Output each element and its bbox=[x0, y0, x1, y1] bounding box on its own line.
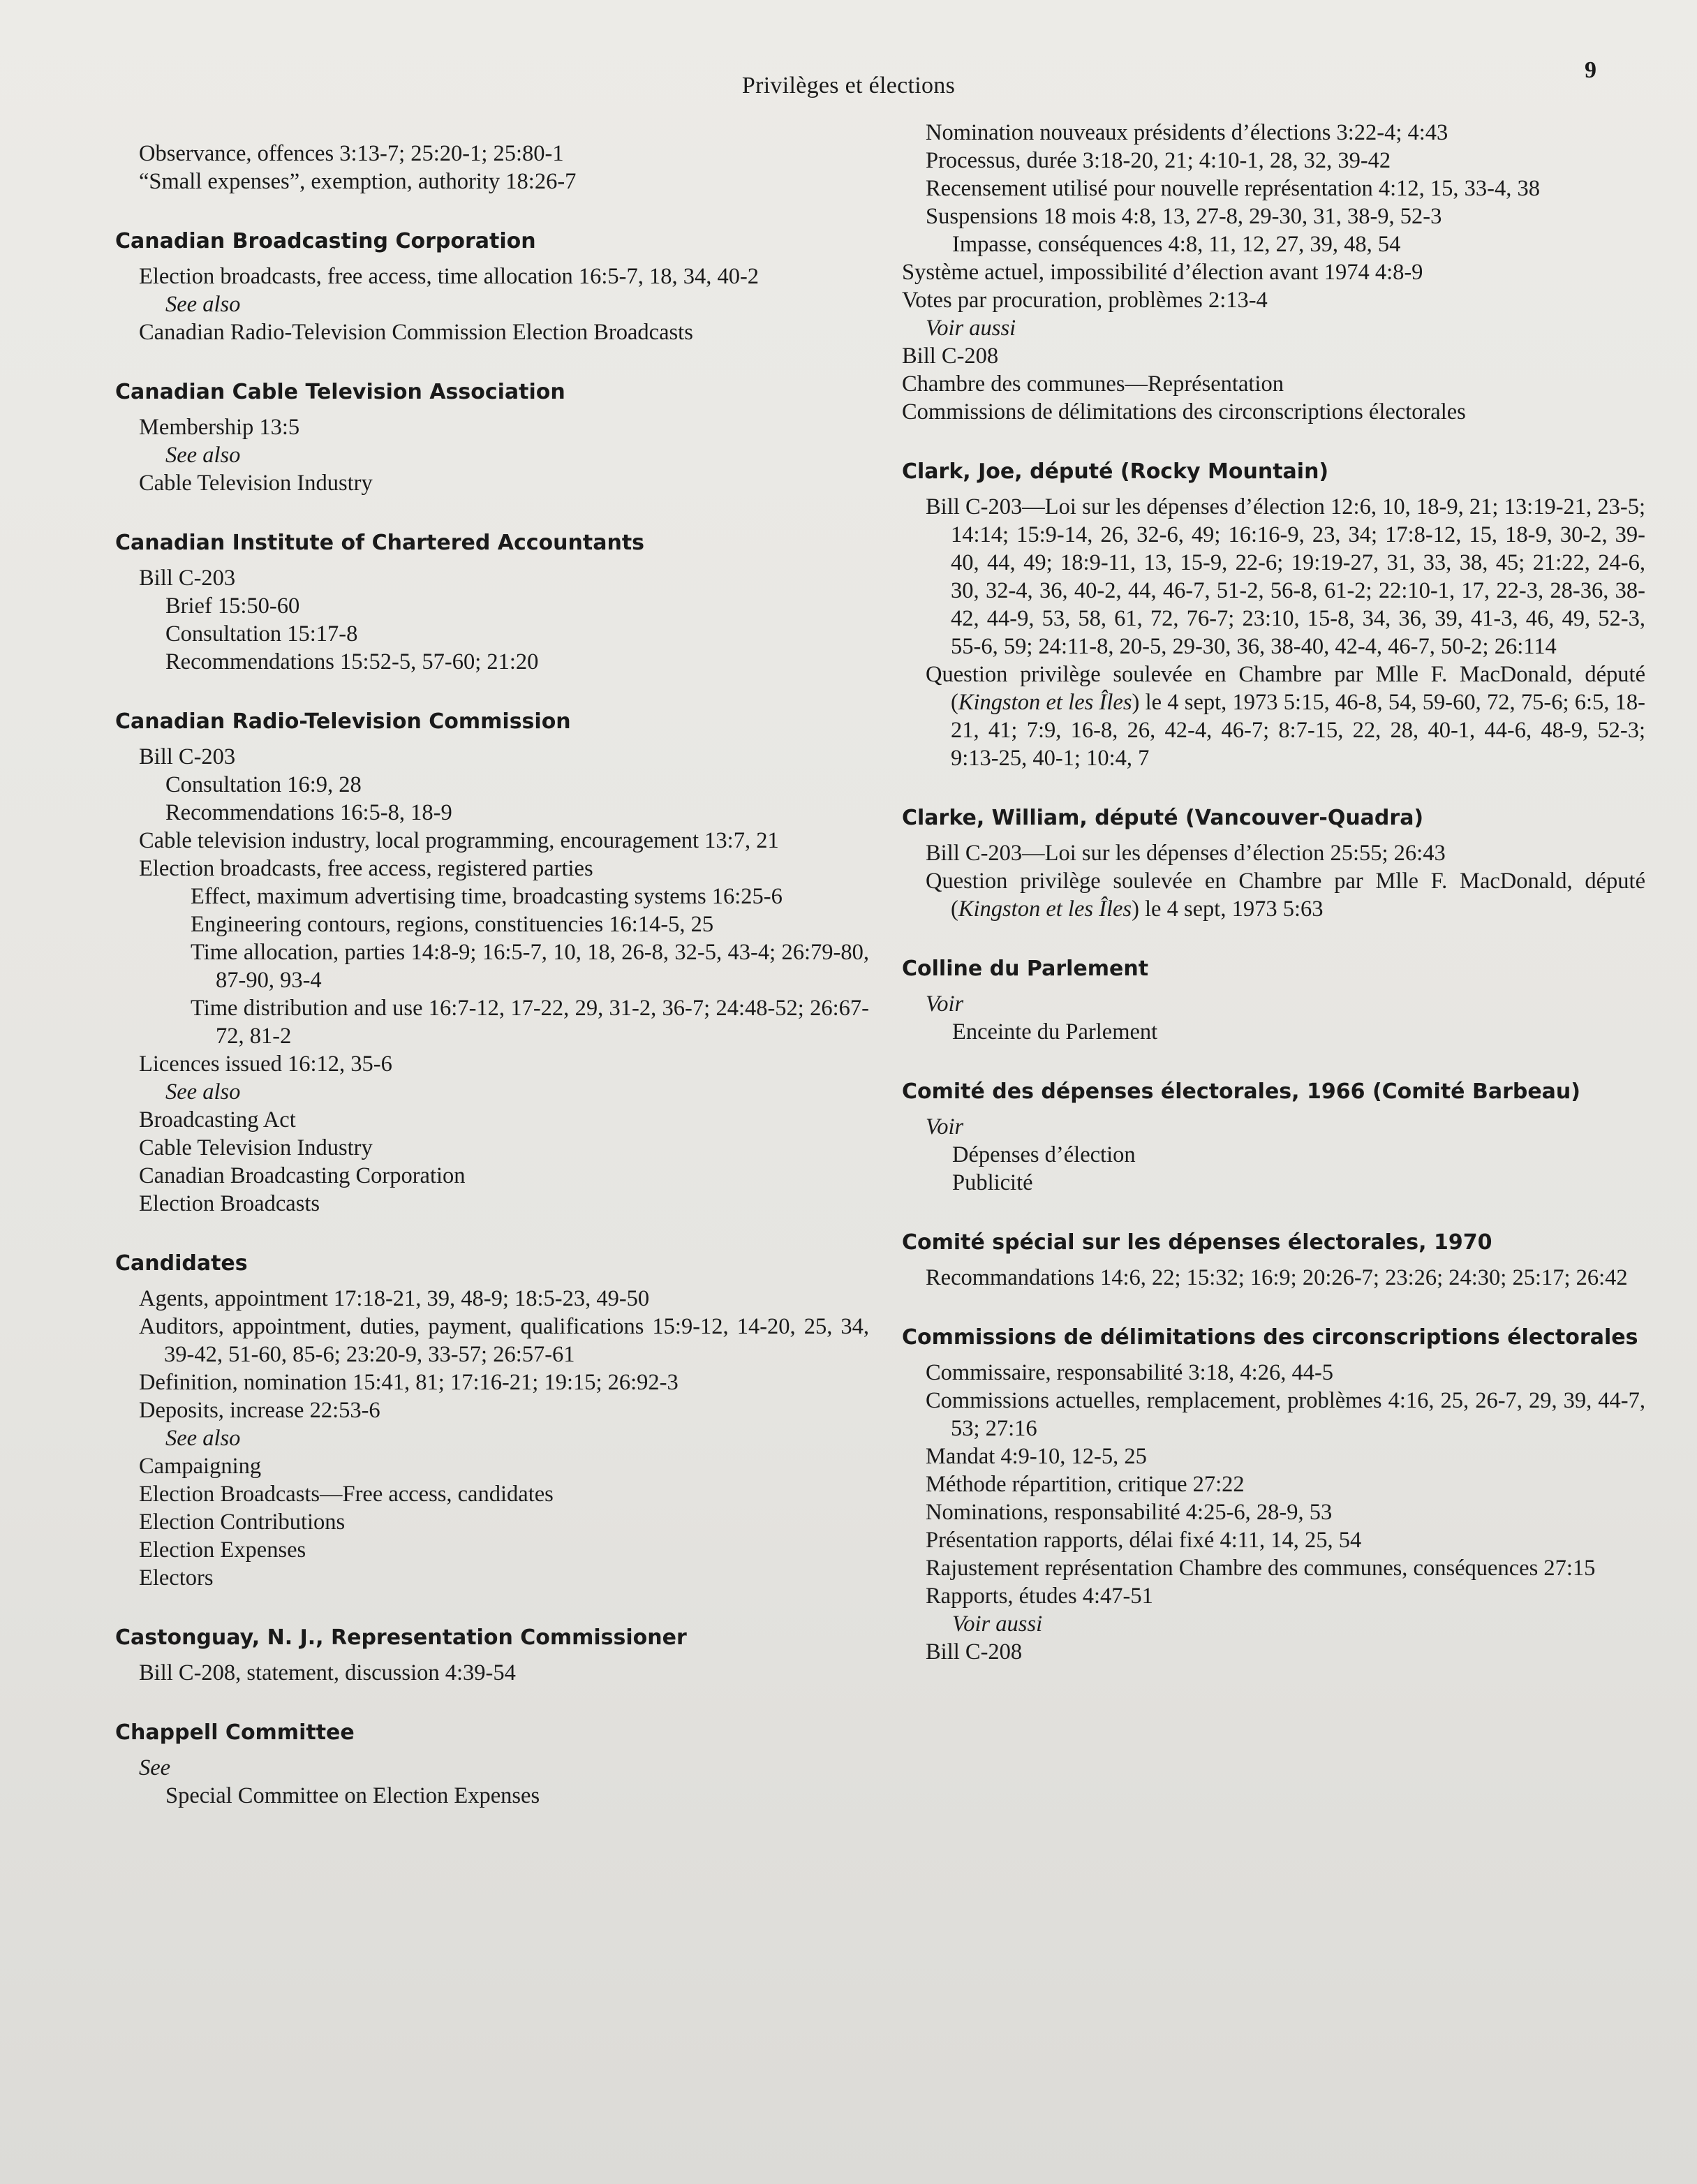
index-line: Impasse, conséquences 4:8, 11, 12, 27, 39, 48, 54 bbox=[952, 232, 1401, 257]
index-heading: Comité des dépenses électorales, 1966 (Comité Barbeau) bbox=[902, 1079, 1580, 1104]
index-line: Election Expenses bbox=[139, 1537, 306, 1563]
index-line: Recensement utilisé pour nouvelle représentation 4:12, 15, 33-4, 38 bbox=[926, 176, 1540, 201]
index-line: Commissaire, responsabilité 3:18, 4:26, 44-5 bbox=[926, 1360, 1334, 1385]
index-line: Bill C-208 bbox=[926, 1639, 1023, 1665]
index-text: Question privilège soulevée en Chambre par Mlle F. MacDonald, député bbox=[926, 662, 1645, 687]
right-column bbox=[902, 119, 1645, 1666]
index-line: Deposits, increase 22:53-6 bbox=[139, 1398, 380, 1423]
index-line: “Small expenses”, exemption, authority 18:26-7 bbox=[139, 169, 577, 194]
index-heading: Canadian Institute of Chartered Accountants bbox=[115, 531, 645, 555]
index-line: Canadian Broadcasting Corporation bbox=[139, 1163, 466, 1188]
index-line: Definition, nomination 15:41, 81; 17:16-21; 19:15; 26:92-3 bbox=[139, 1370, 679, 1395]
index-line: Election Broadcasts—Free access, candidates bbox=[139, 1482, 554, 1507]
index-line: Processus, durée 3:18-20, 21; 4:10-1, 28, 32, 39-42 bbox=[926, 148, 1391, 173]
index-line: Broadcasting Act bbox=[139, 1107, 296, 1132]
index-line: Nomination nouveaux présidents d’élections 3:22-4; 4:43 bbox=[926, 120, 1448, 145]
cross-ref-label: See also bbox=[165, 1079, 241, 1105]
cross-ref-label: See also bbox=[165, 292, 241, 317]
index-line: Brief 15:50-60 bbox=[165, 593, 300, 619]
index-line: Cable Television Industry bbox=[139, 471, 373, 496]
index-line: Question privilège soulevée en Chambre par Mlle F. MacDonald, député (Kingston et les Îles) le 4 sept, 1973 5:63 bbox=[926, 869, 1645, 922]
index-line: Bill C-208, statement, discussion 4:39-54 bbox=[139, 1660, 516, 1685]
index-line: Recommendations 16:5-8, 18-9 bbox=[165, 800, 452, 825]
index-line: Mandat 4:9-10, 12-5, 25 bbox=[926, 1444, 1147, 1469]
index-line: Electors bbox=[139, 1565, 214, 1591]
index-line: Time allocation, parties 14:8-9; 16:5-7, 10, 18, 26-8, 32-5, 43-4; 26:79-80, 87-90, 93-4 bbox=[191, 940, 869, 993]
index-line: Agents, appointment 17:18-21, 39, 48-9; 18:5-23, 49-50 bbox=[139, 1286, 650, 1311]
index-heading: Canadian Broadcasting Corporation bbox=[115, 229, 536, 253]
index-heading: Canadian Cable Television Association bbox=[115, 380, 565, 404]
index-line: Bill C-203 bbox=[139, 744, 236, 769]
riding-name: Kingston et les Îles bbox=[958, 897, 1132, 922]
index-line: Effect, maximum advertising time, broadcasting systems 16:25-6 bbox=[191, 884, 783, 909]
cross-ref-label: Voir aussi bbox=[926, 316, 1016, 341]
cross-ref-label: See also bbox=[165, 1426, 241, 1451]
index-text: le 4 sept, 1973 5:63 bbox=[1145, 897, 1324, 922]
index-heading: Comité spécial sur les dépenses électorales, 1970 bbox=[902, 1230, 1492, 1255]
index-heading: Colline du Parlement bbox=[902, 957, 1149, 981]
index-line: Méthode répartition, critique 27:22 bbox=[926, 1472, 1245, 1497]
cross-ref-label: See also bbox=[165, 443, 241, 468]
index-line: Consultation 15:17-8 bbox=[165, 621, 358, 647]
index-line: Election Contributions bbox=[139, 1510, 346, 1535]
index-line: Recommendations 15:52-5, 57-60; 21:20 bbox=[165, 649, 539, 674]
cross-ref-label: See bbox=[139, 1755, 171, 1780]
index-line: Election broadcasts, free access, time allocation 16:5-7, 18, 34, 40-2 bbox=[139, 264, 759, 289]
index-line: Bill C-203 bbox=[139, 566, 236, 591]
left-column bbox=[115, 140, 869, 1810]
index-line: Cable television industry, local programming, encouragement 13:7, 21 bbox=[139, 828, 779, 853]
cross-ref-label: Voir bbox=[926, 991, 964, 1017]
index-line: Engineering contours, regions, constituencies 16:14-5, 25 bbox=[191, 912, 714, 937]
index-line: Bill C-203—Loi sur les dépenses d’élection 12:6, 10, 18-9, 21; 13:19-21, 23-5; 14:14; 15:9-14, 26, 32-6, 49; 16:16-9, 23, 34; 17:8-12, 15, 18-9, 30-2, 39-40, 44, 49; 18:9-11, 13, 15-9, 22-6; 19:19-27, 31, 33, 38, 45; 21:22, 24-6, 30, 32-4, 36, 40-2, 44, 46-7, 51-2, 56-8, 61-2; 22:10-1, 17, 22-3, 28-36, 38-42, 44-9, 53, 58, 61, 72, 76-7; 23:10, 15-8, 34, 36, 39, 41-3, 46, 49, 52-3, 55-6, 59; 24:11-8, 20-5, 29-30, 36, 38-40, 42-4, 46-7, 50-2; 26:114 bbox=[926, 494, 1645, 659]
index-line: Publicité bbox=[952, 1170, 1033, 1195]
index-line: Time distribution and use 16:7-12, 17-22, 29, 31-2, 36-7; 24:48-52; 26:67-72, 81-2 bbox=[191, 996, 869, 1049]
index-line: Système actuel, impossibilité d’élection avant 1974 4:8-9 bbox=[902, 260, 1423, 285]
cross-ref-label: Voir aussi bbox=[952, 1611, 1043, 1637]
index-line: Votes par procuration, problèmes 2:13-4 bbox=[902, 288, 1268, 313]
riding-name: Kingston et les Îles bbox=[958, 690, 1132, 715]
index-line: Chambre des communes—Représentation bbox=[902, 371, 1284, 397]
index-line: Observance, offences 3:13-7; 25:20-1; 25:80-1 bbox=[139, 141, 564, 166]
index-line: Rapports, études 4:47-51 bbox=[926, 1584, 1153, 1609]
index-line: Bill C-208 bbox=[902, 344, 999, 369]
index-line: Présentation rapports, délai fixé 4:11, 14, 25, 54 bbox=[926, 1528, 1362, 1553]
index-line: Campaigning bbox=[139, 1454, 262, 1479]
index-text: le 4 sept, 1973 5:15, 46-8, 54, 59-60, 72, 75-6; 6:5, 18-21, 41; 7:9, 16-8, 26, 42-4, 46-7; 8:7-15, 22, 28, 40-1, 44-6, 48-9, 52-3; 9:13-25, 40-1; 10:4, 7 bbox=[951, 690, 1646, 771]
index-heading: Canadian Radio-Television Commission bbox=[115, 709, 571, 734]
index-line: Election Broadcasts bbox=[139, 1191, 320, 1216]
index-heading: Commissions de délimitations des circonscriptions électorales bbox=[902, 1325, 1638, 1350]
running-head: Privilèges et élections bbox=[741, 73, 956, 98]
index-heading: Clarke, William, député (Vancouver-Quadra) bbox=[902, 806, 1424, 830]
index-line: Bill C-203—Loi sur les dépenses d’élection 25:55; 26:43 bbox=[926, 841, 1446, 866]
page-number: 9 bbox=[1585, 57, 1596, 83]
index-line: Cable Television Industry bbox=[139, 1135, 373, 1160]
index-heading: Castonguay, N. J., Representation Commissioner bbox=[115, 1625, 687, 1650]
index-line: Question privilège soulevée en Chambre par Mlle F. MacDonald, député (Kingston et les Îles) le 4 sept, 1973 5:15, 46-8, 54, 59-60, 72, 75-6; 6:5, 18-21, 41; 7:9, 16-8, 26, 42-4, 46-7; 8:7-15, 22, 28, 40-1, 44-6, 48-9, 52-3; 9:13-25, 40-1; 10:4, 7 bbox=[926, 662, 1646, 771]
cross-ref-label: Voir bbox=[926, 1114, 964, 1139]
index-heading: Chappell Committee bbox=[115, 1720, 355, 1745]
index-line: Nominations, responsabilité 4:25-6, 28-9, 53 bbox=[926, 1500, 1333, 1525]
index-line: Auditors, appointment, duties, payment, qualifications 15:9-12, 14-20, 25, 34, 39-42, 51-60, 85-6; 23:20-9, 33-57; 26:57-61 bbox=[139, 1314, 869, 1367]
index-line: Suspensions 18 mois 4:8, 13, 27-8, 29-30, 31, 38-9, 52-3 bbox=[926, 204, 1442, 229]
index-line: Dépenses d’élection bbox=[952, 1142, 1136, 1167]
index-line: Commissions de délimitations des circonscriptions électorales bbox=[902, 399, 1466, 425]
index-line: Election broadcasts, free access, registered parties bbox=[139, 856, 593, 881]
index-line: Canadian Radio-Television Commission Election Broadcasts bbox=[139, 320, 693, 345]
index-line: Commissions actuelles, remplacement, problèmes 4:16, 25, 26-7, 29, 39, 44-7, 53; 27:16 bbox=[926, 1388, 1645, 1441]
index-line: Consultation 16:9, 28 bbox=[165, 772, 362, 797]
index-line: Rajustement représentation Chambre des communes, conséquences 27:15 bbox=[926, 1556, 1596, 1581]
index-line: Special Committee on Election Expenses bbox=[165, 1783, 540, 1808]
index-line: Recommandations 14:6, 22; 15:32; 16:9; 20:26-7; 23:26; 24:30; 25:17; 26:42 bbox=[926, 1265, 1628, 1290]
index-heading: Candidates bbox=[115, 1251, 248, 1276]
index-line: Licences issued 16:12, 35-6 bbox=[139, 1052, 392, 1077]
index-line: Membership 13:5 bbox=[139, 415, 300, 440]
index-line: Enceinte du Parlement bbox=[952, 1019, 1158, 1045]
index-heading: Clark, Joe, député (Rocky Mountain) bbox=[902, 459, 1329, 484]
index-text: Question privilège soulevée en Chambre par Mlle F. MacDonald, député bbox=[926, 869, 1645, 894]
